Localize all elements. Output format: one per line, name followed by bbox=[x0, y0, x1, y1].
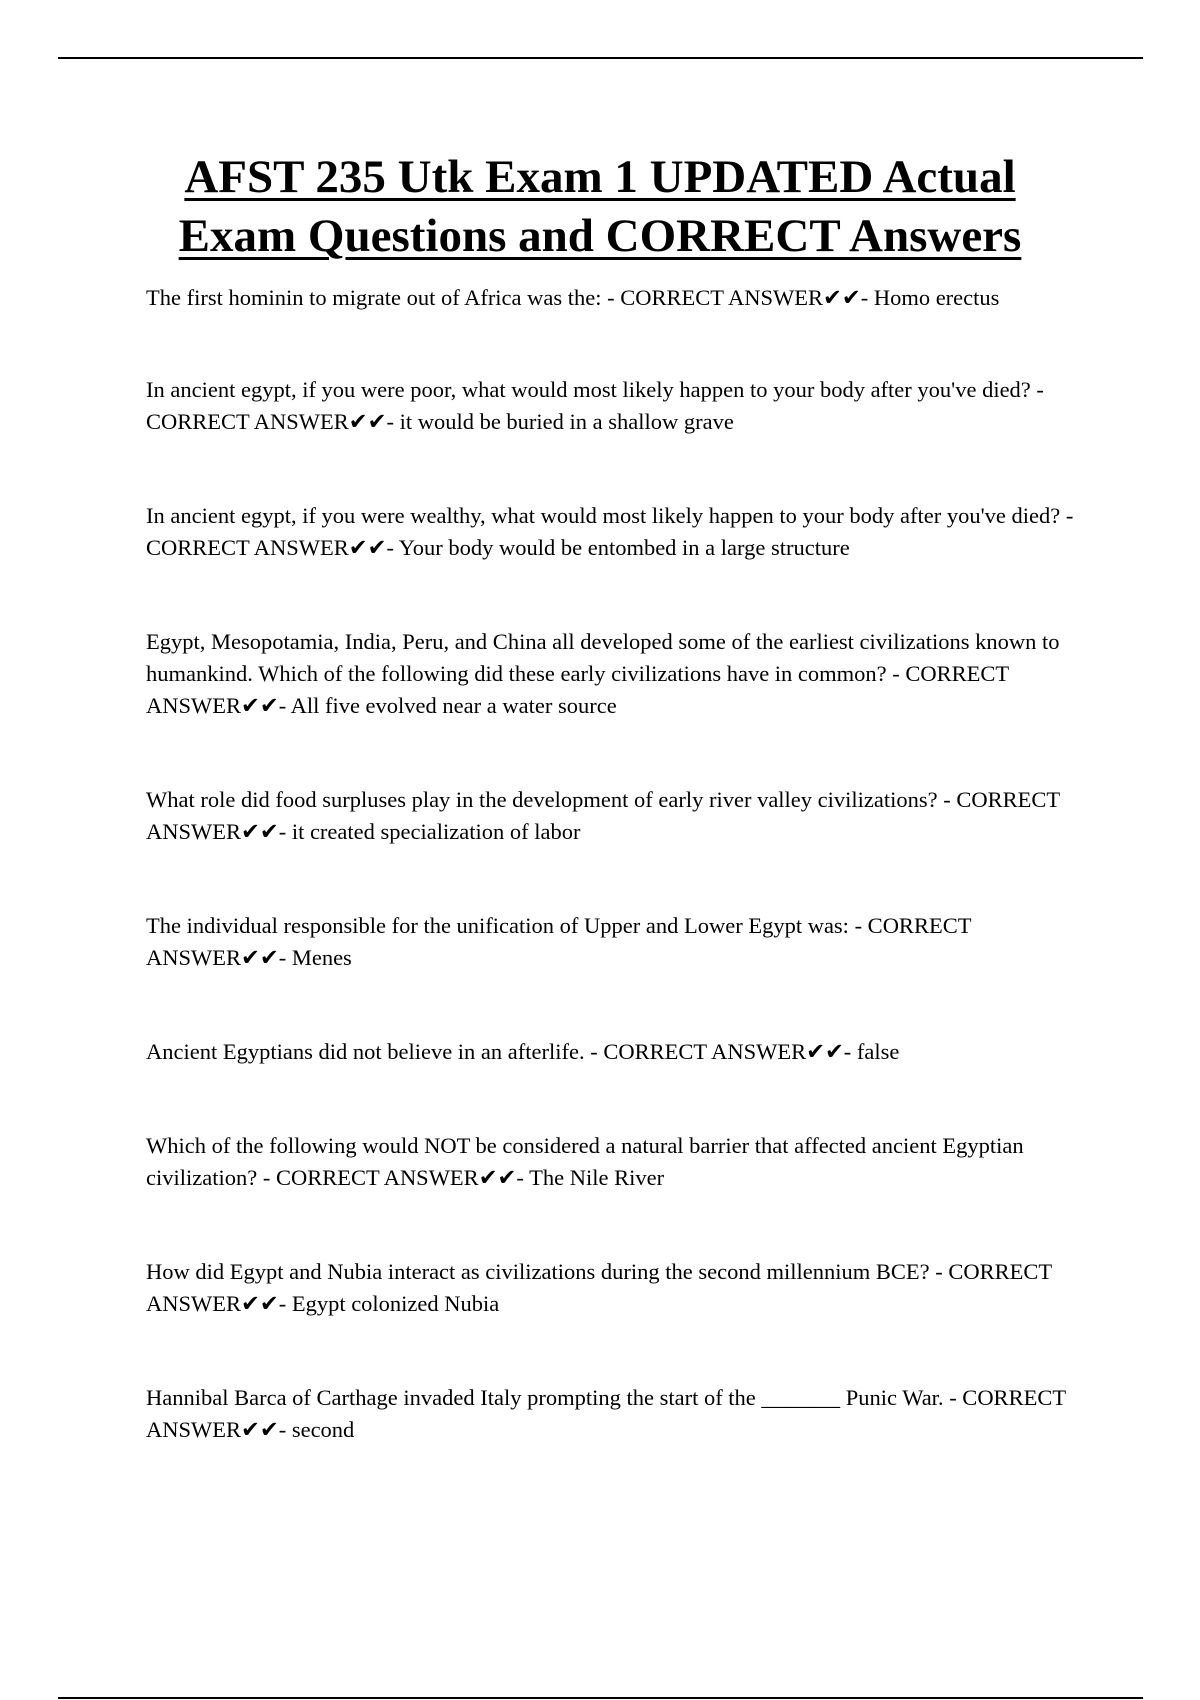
qa-item-8: Which of the following would NOT be considered a natural barrier that affected ancient Egyptian civilization? - CORRECT ANSWER✔✔- The Nile River bbox=[146, 1133, 1024, 1190]
footer-rule bbox=[58, 1697, 1143, 1699]
qa-item-5: What role did food surpluses play in the development of early river valley civilizations? - CORRECT ANSWER✔✔- it created specialization of labor bbox=[146, 787, 1060, 844]
title-line-1: AFST 235 Utk Exam 1 UPDATED Actual bbox=[184, 151, 1016, 203]
title-line-2: Exam Questions and CORRECT Answers bbox=[178, 210, 1022, 262]
header-rule bbox=[58, 57, 1143, 59]
qa-item-6: The individual responsible for the unification of Upper and Lower Egypt was: - CORRECT ANSWER✔✔- Menes bbox=[146, 913, 972, 970]
qa-item-4: Egypt, Mesopotamia, India, Peru, and China all developed some of the earliest civilizations known to humankind. Which of the following did these early civilizations have in common? - CORRECT ANSWER✔✔- All five evolved near a water source bbox=[146, 629, 1060, 718]
document-title bbox=[60, 148, 1140, 266]
qa-item-1: The first hominin to migrate out of Africa was the: - CORRECT ANSWER✔✔- Homo erectus bbox=[146, 285, 1000, 310]
qa-item-10: Hannibal Barca of Carthage invaded Italy prompting the start of the _______ Punic War. - CORRECT ANSWER✔✔- second bbox=[146, 1385, 1066, 1442]
qa-item-9: How did Egypt and Nubia interact as civilizations during the second millennium BCE? - CORRECT ANSWER✔✔- Egypt colonized Nubia bbox=[146, 1259, 1052, 1316]
qa-item-2: In ancient egypt, if you were poor, what would most likely happen to your body after you've died? - CORRECT ANSWER✔✔- it would be buried in a shallow grave bbox=[146, 377, 1044, 434]
qa-item-7: Ancient Egyptians did not believe in an afterlife. - CORRECT ANSWER✔✔- false bbox=[146, 1039, 900, 1064]
qa-item-3: In ancient egypt, if you were wealthy, what would most likely happen to your body after you've died? - CORRECT ANSWER✔✔- Your body would be entombed in a large structure bbox=[146, 503, 1074, 560]
question-answer-list bbox=[146, 282, 1076, 1446]
